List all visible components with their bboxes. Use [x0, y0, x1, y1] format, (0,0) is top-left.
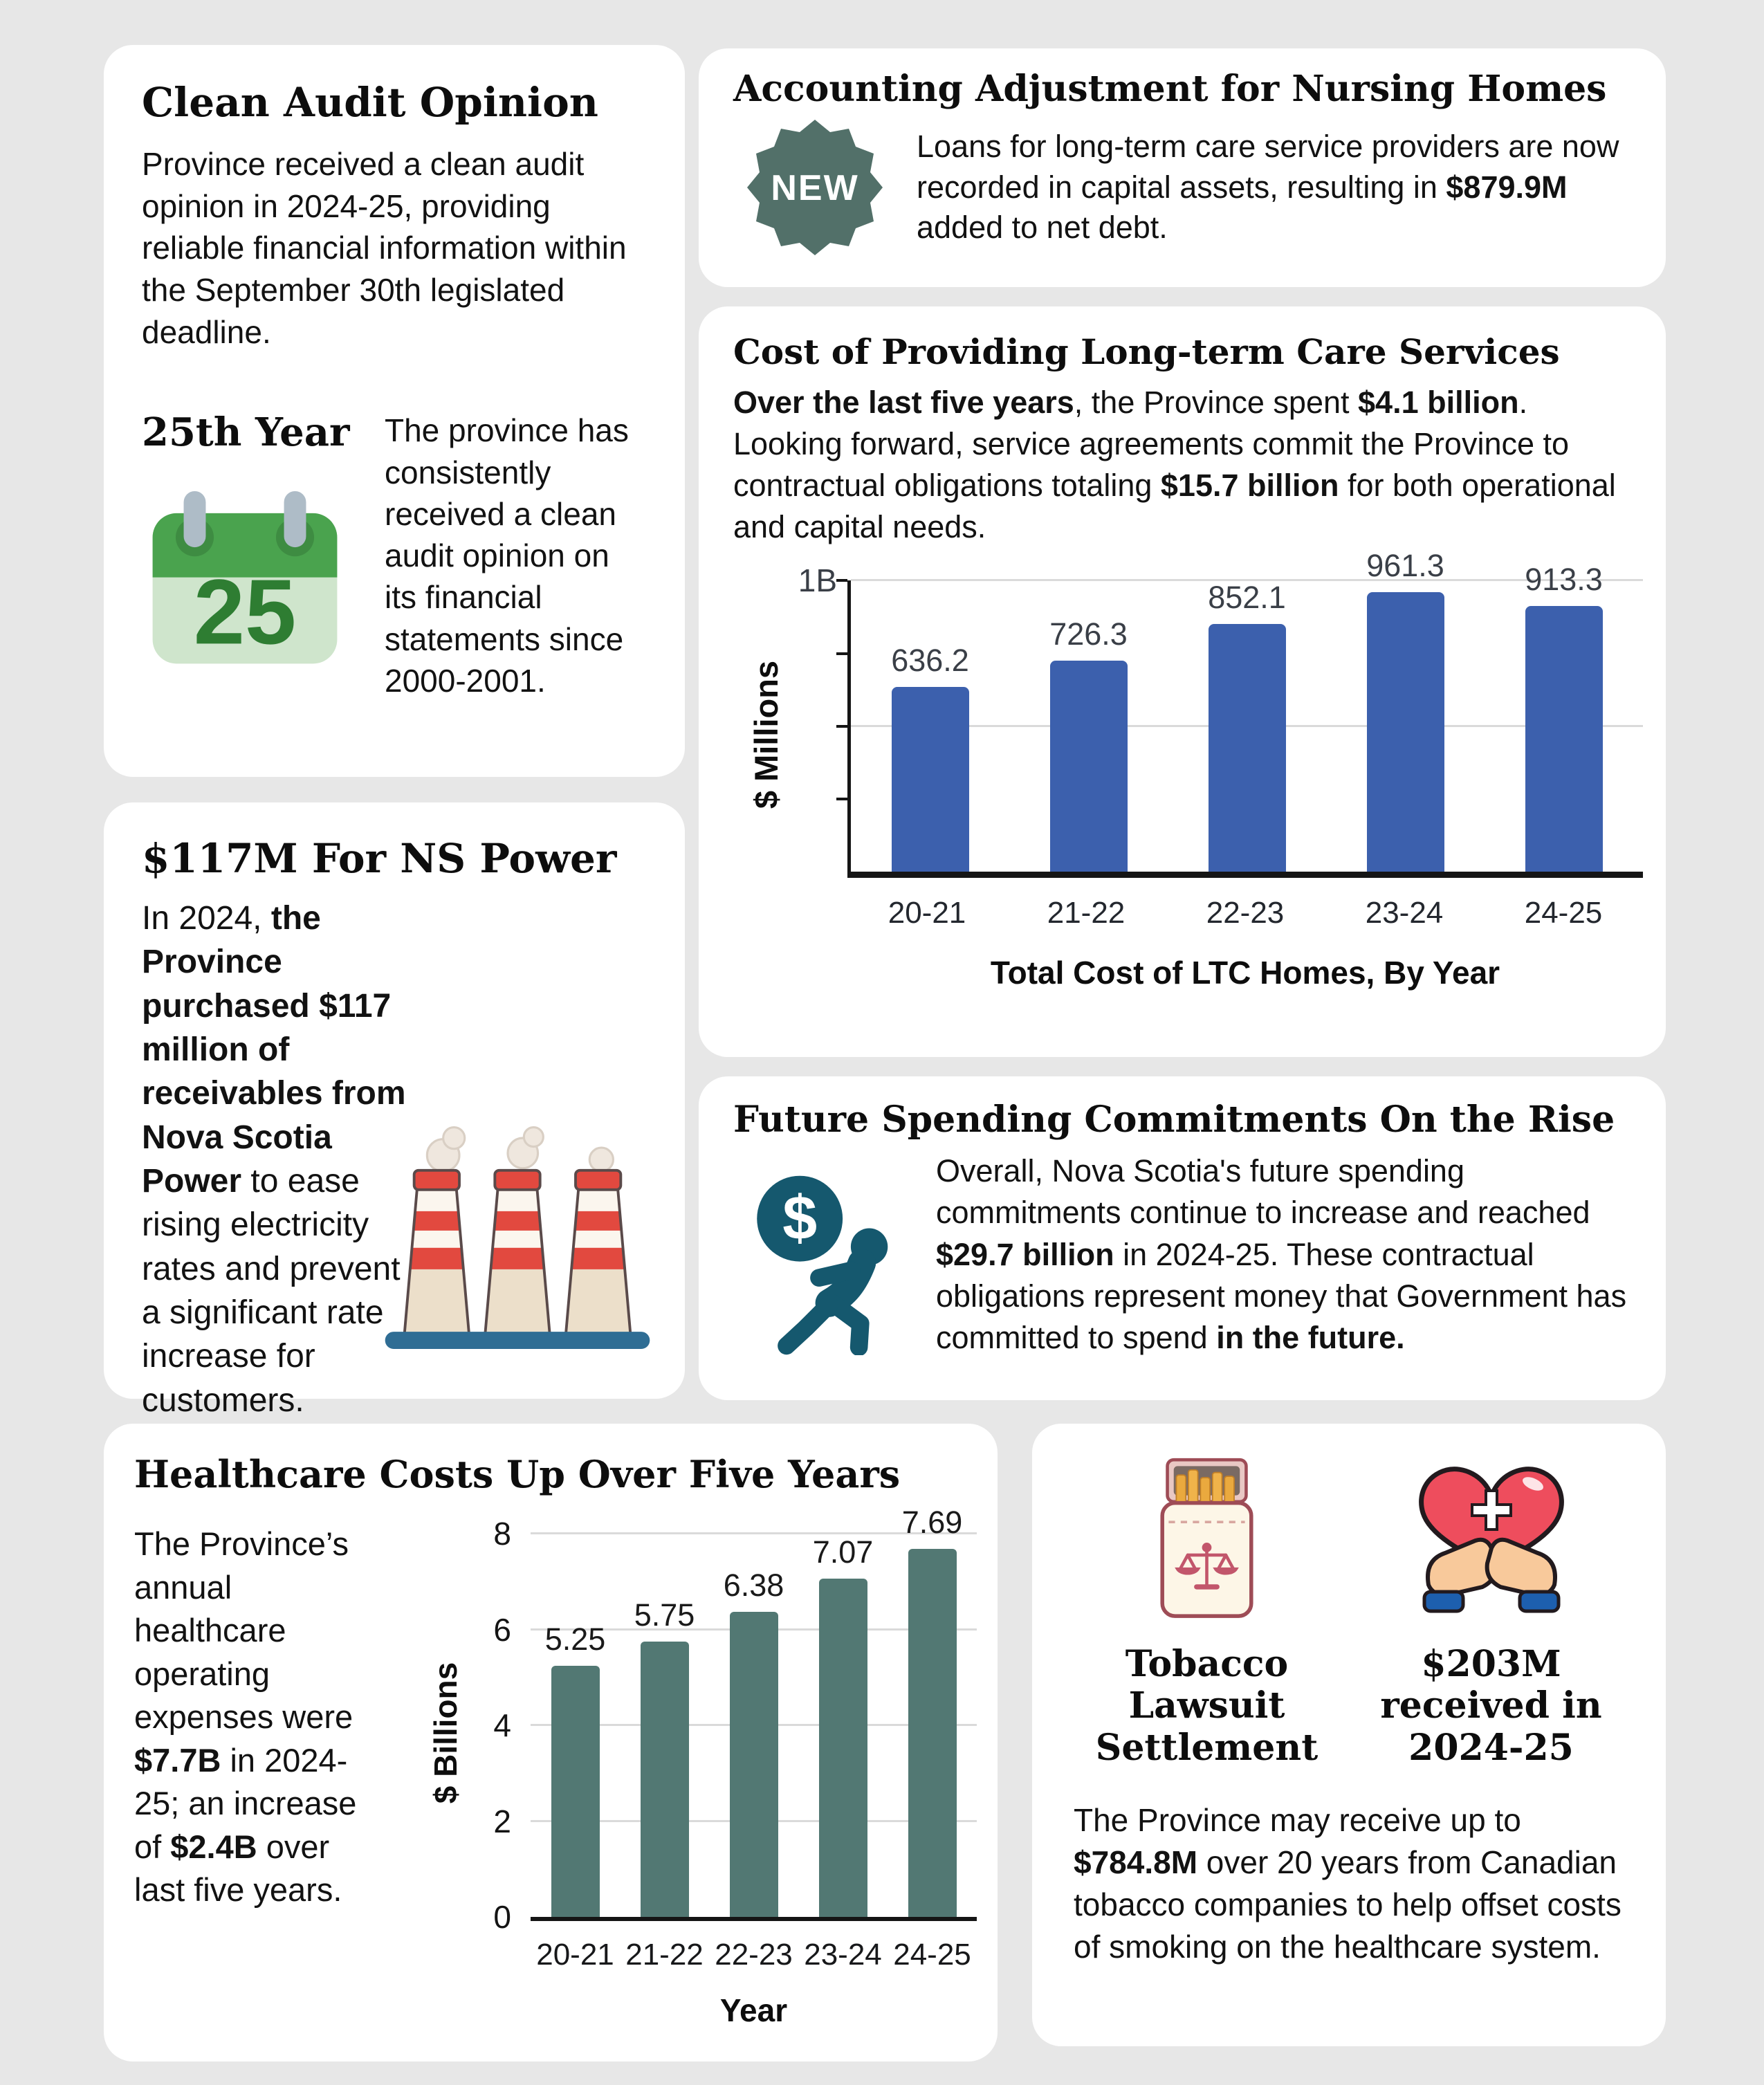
bar-value-label: 6.38 — [723, 1567, 784, 1603]
tobacco-left-column — [1074, 1453, 1340, 1769]
y-tick-label: 6 — [493, 1611, 511, 1648]
y-axis-tick-mark — [836, 725, 847, 728]
ltc-title: Cost of Providing Long-term Care Services — [733, 331, 1560, 372]
healthcare-title: Healthcare Costs Up Over Five Years — [134, 1452, 901, 1496]
bar — [1209, 624, 1286, 872]
hands-holding-medical-heart-icon — [1405, 1456, 1578, 1622]
text-segment: in 2024-25; an increase of — [134, 1741, 357, 1865]
calendar-day-number: 25 — [193, 560, 297, 664]
new-seal-badge-icon — [746, 118, 884, 257]
healthcare-chart-plot — [493, 1504, 977, 1936]
text-segment: $4.1 billion — [1358, 385, 1519, 420]
text-segment: Over the last five years — [733, 385, 1074, 420]
clean-audit-subhead: 25th Year — [142, 410, 350, 456]
ltc-x-axis-categories — [847, 896, 1643, 930]
future-spending-card — [699, 1076, 1666, 1400]
tobacco-amount-caption: $203M received in 2024-25 — [1380, 1643, 1602, 1769]
text-segment: added to net debt. — [917, 210, 1168, 246]
accounting-row — [733, 118, 1631, 257]
healthcare-x-axis-title: Year — [719, 1992, 788, 2029]
bar — [730, 1612, 778, 1918]
ns-power-title: $117M For NS Power — [142, 835, 617, 882]
heart-hands-icon-box — [1358, 1453, 1624, 1626]
y-tick-label: 1B — [798, 562, 837, 599]
bar-slot — [1168, 580, 1326, 872]
text-segment: Overall, Nova Scotia's future spending commitments continue to increase and reached — [936, 1153, 1590, 1231]
tobacco-settlement-card — [1032, 1424, 1666, 2046]
ns-power-card — [104, 802, 685, 1419]
tobacco-pack-icon-box — [1074, 1453, 1340, 1626]
text-segment: Loans for long-term care service providers are now recorded in capital assets, resulting in — [917, 129, 1619, 205]
clean-audit-side-text: The province has consistently received a clean audit opinion on its financial statements since 2000-2001. — [385, 412, 629, 699]
text-segment: over 20 years from Canadian tobacco companies to help offset costs of smoking on the healthcare system. — [1074, 1844, 1621, 1965]
bar-slot — [1326, 547, 1485, 872]
bars-row — [531, 1504, 977, 1917]
text-segment: $7.7B — [134, 1741, 221, 1779]
future-spending-row — [733, 1150, 1631, 1359]
bar-value-label: 7.07 — [812, 1534, 874, 1570]
power-plant-smokestacks-icon — [372, 1097, 663, 1388]
clean-audit-body: Province received a clean audit opinion in 2024-25, providing reliable financial information within the September 30th legislated deadline. — [142, 145, 627, 350]
new-badge-wrap — [733, 118, 896, 257]
category-label: 22-23 — [1206, 896, 1285, 930]
text-segment: In 2024, — [142, 899, 271, 937]
text-segment: in the future. — [1216, 1320, 1405, 1356]
text-segment: in 2024-25. These contractual obligations represent money that Government has committed to spend — [936, 1236, 1627, 1356]
accounting-title: Accounting Adjustment for Nursing Homes — [733, 68, 1607, 110]
dollar-sign-glyph: $ — [782, 1184, 818, 1253]
tobacco-right-column — [1358, 1453, 1624, 1769]
y-tick-label: 8 — [493, 1516, 511, 1552]
bar-value-label: 636.2 — [891, 642, 969, 678]
ltc-body — [733, 382, 1645, 547]
ltc-x-axis-title: Total Cost of LTC Homes, By Year — [990, 955, 1500, 991]
text-segment: The Province may receive up to — [1074, 1801, 1521, 1838]
category-label: 23-24 — [804, 1938, 882, 1972]
bar — [1367, 592, 1444, 872]
accounting-body — [896, 127, 1631, 248]
y-axis-tick-mark — [836, 579, 847, 582]
text-segment: $15.7 billion — [1160, 467, 1339, 503]
y-axis-tick-mark — [836, 798, 847, 800]
cigarette-pack-scales-icon — [1136, 1453, 1278, 1625]
category-label: 21-22 — [625, 1938, 704, 1972]
clean-audit-title: Clean Audit Opinion — [142, 79, 598, 126]
ltc-bar-chart — [733, 547, 1645, 991]
bar-value-label: 852.1 — [1208, 579, 1286, 615]
text-segment: for both operational and capital needs. — [733, 467, 1616, 544]
bar — [641, 1642, 689, 1917]
bar-slot — [1009, 580, 1168, 872]
tobacco-caption: Tobacco Lawsuit Settlement — [1095, 1643, 1319, 1769]
clean-audit-25th-row — [142, 410, 647, 701]
y-tick-label: 4 — [493, 1707, 511, 1744]
healthcare-row — [134, 1504, 971, 2029]
bar-slot — [709, 1534, 798, 1917]
healthcare-x-axis-categories — [531, 1938, 977, 1972]
category-label: 23-24 — [1365, 896, 1444, 930]
tobacco-columns — [1074, 1453, 1624, 1769]
text-segment: the Province purchased $117 million of receivables from Nova Scotia Power — [142, 899, 406, 1200]
category-label: 20-21 — [888, 896, 966, 930]
healthcare-y-axis-label: $ Billions — [428, 1662, 463, 1804]
text-segment: $2.4B — [170, 1828, 257, 1865]
ltc-chart-plot — [798, 547, 1643, 878]
bar-value-label: 961.3 — [1366, 547, 1444, 583]
bar — [908, 1549, 957, 1918]
bar-slot — [1485, 561, 1643, 872]
bar-slot — [798, 1534, 888, 1917]
bar-value-label: 5.25 — [544, 1621, 606, 1657]
category-label: 20-21 — [536, 1938, 614, 1972]
future-spending-title: Future Spending Commitments On the Rise — [733, 1099, 1615, 1141]
bar-value-label: 5.75 — [634, 1597, 695, 1633]
bar-value-label: 726.3 — [1049, 616, 1128, 652]
bar — [1050, 661, 1128, 872]
ltc-cost-card — [699, 306, 1666, 1057]
bar — [892, 687, 969, 872]
tobacco-body — [1074, 1799, 1624, 1969]
text-segment: . Looking forward, service agreements commit the Province to contractual obligations totaling — [733, 385, 1570, 503]
healthcare-costs-card — [104, 1424, 998, 2061]
category-label: 22-23 — [715, 1938, 793, 1972]
text-segment: , the Province spent — [1074, 385, 1359, 420]
text-segment: over last five years. — [134, 1828, 342, 1909]
person-carrying-money-icon — [744, 1155, 906, 1355]
bar — [1525, 606, 1603, 872]
category-label: 24-25 — [893, 1938, 971, 1972]
bar-value-label: 7.69 — [901, 1504, 963, 1540]
new-badge-label: NEW — [770, 168, 859, 209]
money-icon-wrap — [733, 1155, 917, 1355]
healthcare-body — [134, 1513, 373, 2029]
future-spending-body — [917, 1150, 1631, 1359]
category-label: 21-22 — [1047, 896, 1126, 930]
accounting-adjustment-card — [699, 48, 1666, 287]
bar — [819, 1579, 867, 1918]
category-label: 24-25 — [1524, 896, 1603, 930]
healthcare-bar-chart — [373, 1504, 977, 2029]
bar-value-label: 913.3 — [1525, 561, 1603, 597]
clean-audit-25th-left — [142, 410, 380, 701]
text-segment: $29.7 billion — [936, 1236, 1114, 1272]
text-segment: $784.8M — [1074, 1844, 1198, 1881]
bar-slot — [531, 1534, 620, 1917]
y-tick-label: 0 — [493, 1899, 511, 1936]
clean-audit-card — [104, 45, 685, 777]
y-tick-label: 2 — [493, 1803, 511, 1839]
calendar-icon — [145, 484, 345, 677]
bar — [551, 1666, 600, 1918]
text-segment: The Province’s annual healthcare operating expenses were — [134, 1525, 353, 1736]
text-segment: to ease rising electricity rates and prevent a significant rate increase for customers. — [142, 1162, 401, 1419]
bars-row — [851, 547, 1643, 872]
bar-slot — [888, 1504, 977, 1917]
text-segment: $879.9M — [1446, 169, 1568, 205]
ltc-y-axis-label: $ Millions — [748, 661, 784, 809]
